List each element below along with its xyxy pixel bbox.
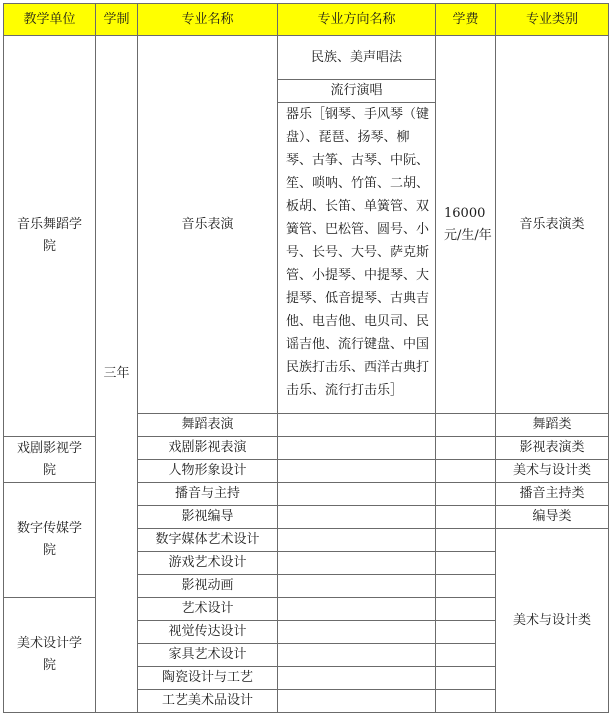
direction-empty [278,575,436,598]
header-major: 专业名称 [138,4,278,36]
major-image-design: 人物形象设计 [138,460,278,483]
direction-empty [278,667,436,690]
fee-empty [436,598,496,621]
direction-empty [278,690,436,713]
direction-empty [278,483,436,506]
direction-empty [278,644,436,667]
unit-digital-media: 数字传媒学院 [4,483,96,598]
header-direction: 专业方向名称 [278,4,436,36]
major-drama-performance: 戏剧影视表演 [138,437,278,460]
major-broadcasting: 播音与主持 [138,483,278,506]
major-visual-communication: 视觉传达设计 [138,621,278,644]
table-row [4,437,609,460]
major-music-performance: 音乐表演 [138,36,278,414]
unit-drama: 戏剧影视学院 [4,437,96,483]
major-directing: 影视编导 [138,506,278,529]
fee-cell: 16000元/生/年 [436,36,496,414]
duration-cell: 三年 [96,36,138,713]
direction-pop-vocal: 流行演唱 [278,80,436,103]
header-fee: 学费 [436,4,496,36]
major-ceramic-design: 陶瓷设计与工艺 [138,667,278,690]
table-row [4,483,609,506]
fee-empty [436,667,496,690]
unit-music-dance: 音乐舞蹈学院 [4,36,96,437]
major-game-art: 游戏艺术设计 [138,552,278,575]
direction-folk-vocal: 民族、美声唱法 [278,36,436,80]
category-dance: 舞蹈类 [496,414,609,437]
direction-instrumental: 器乐［钢琴、手风琴（键盘）、琵琶、扬琴、柳琴、古筝、古琴、中阮、笙、唢呐、竹笛、二胡、板胡、长笛、单簧管、双簧管、巴松管、圆号、小号、长号、大号、萨克斯管、小提琴、中提琴、大提琴、低音提琴、古典吉他、电吉他、电贝司、民谣吉他、流行键盘、中国民族打击乐、西洋古典打击乐、流行打击乐］ [278,103,436,414]
major-furniture-design: 家具艺术设计 [138,644,278,667]
fee-empty [436,575,496,598]
fee-empty [436,506,496,529]
fee-empty [436,552,496,575]
program-table [3,3,609,713]
direction-empty [278,552,436,575]
category-art-design-group: 美术与设计类 [496,529,609,713]
direction-empty [278,460,436,483]
header-category: 专业类别 [496,4,609,36]
major-animation: 影视动画 [138,575,278,598]
table-row [4,36,609,80]
direction-empty [278,437,436,460]
major-craft-design: 工艺美术品设计 [138,690,278,713]
fee-empty [436,529,496,552]
header-unit: 教学单位 [4,4,96,36]
category-film-performance: 影视表演类 [496,437,609,460]
direction-empty [278,414,436,437]
category-directing: 编导类 [496,506,609,529]
major-dance-performance: 舞蹈表演 [138,414,278,437]
major-art-design: 艺术设计 [138,598,278,621]
major-digital-art: 数字媒体艺术设计 [138,529,278,552]
direction-empty [278,621,436,644]
fee-empty [436,483,496,506]
fee-empty [436,437,496,460]
fee-empty [436,644,496,667]
fee-empty [436,621,496,644]
category-broadcasting: 播音主持类 [496,483,609,506]
direction-empty [278,598,436,621]
fee-empty [436,414,496,437]
category-music-performance: 音乐表演类 [496,36,609,414]
header-duration: 学制 [96,4,138,36]
fee-empty [436,460,496,483]
unit-art-design: 美术设计学院 [4,598,96,713]
fee-empty [436,690,496,713]
direction-empty [278,506,436,529]
category-art-design: 美术与设计类 [496,460,609,483]
header-row [4,4,609,36]
direction-empty [278,529,436,552]
